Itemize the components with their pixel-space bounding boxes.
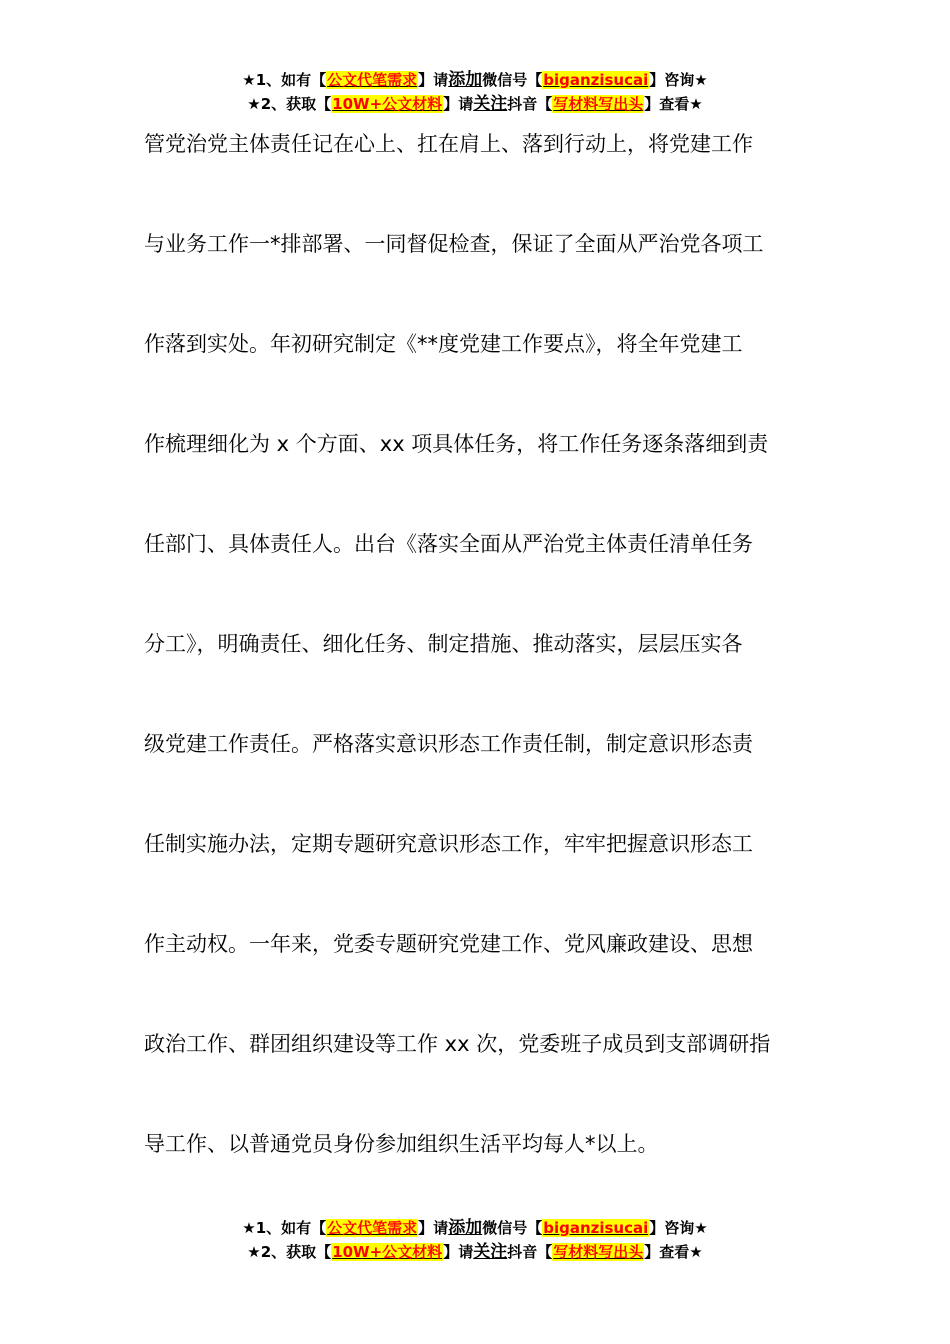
footer-line-1-prefix: ★1、如有【 xyxy=(242,1219,327,1237)
footer-emphasis-add: 添加 xyxy=(448,1218,483,1238)
header-line-2-douyin-label: 抖音【 xyxy=(507,95,553,113)
body-line: 作主动权。一年来，党委专题研究党建工作、党风廉政建设、思想 xyxy=(144,932,753,956)
footer-highlight-wechat-id: biganzisucai xyxy=(543,1219,649,1237)
header-highlight-materials: 10W+公文材料 xyxy=(332,95,443,113)
body-line: 任制实施办法，定期专题研究意识形态工作，牢牢把握意识形态工 xyxy=(144,832,753,856)
document-body xyxy=(144,121,814,1221)
body-line: 政治工作、群团组织建设等工作 xx 次，党委班子成员到支部调研指 xyxy=(144,1032,771,1056)
footer-line-2-text: 】请 xyxy=(443,1243,474,1261)
footer-line-2-prefix: ★2、获取【 xyxy=(247,1243,332,1261)
footer-highlight-materials: 10W+公文材料 xyxy=(332,1243,443,1261)
body-line: 管党治党主体责任记在心上、扛在肩上、落到行动上，将党建工作 xyxy=(144,132,753,156)
body-line: 分工》，明确责任、细化任务、制定措施、推动落实，层层压实各 xyxy=(144,632,743,656)
footer-line-2-douyin-label: 抖音【 xyxy=(507,1243,553,1261)
header-line-2 xyxy=(0,92,950,116)
footer-line-2 xyxy=(0,1240,950,1264)
header-line-1-wechat-label: 微信号【 xyxy=(482,71,543,89)
header-line-1-prefix: ★1、如有【 xyxy=(242,71,327,89)
header-line-2-suffix: 】查看★ xyxy=(644,95,703,113)
footer-emphasis-follow: 关注 xyxy=(473,1242,508,1262)
body-line: 任部门、具体责任人。出台《落实全面从严治党主体责任清单任务 xyxy=(144,532,753,556)
header-highlight-douyin-id: 写材料写出头 xyxy=(553,95,644,113)
header-line-2-text: 】请 xyxy=(443,95,474,113)
footer-highlight-douyin-id: 写材料写出头 xyxy=(553,1243,644,1261)
footer-line-1 xyxy=(0,1216,950,1240)
header-highlight-ghostwriting: 公文代笔需求 xyxy=(327,71,418,89)
header-banner xyxy=(0,68,950,116)
header-line-1 xyxy=(0,68,950,92)
body-line: 作落到实处。年初研究制定《**度党建工作要点》，将全年党建工 xyxy=(144,332,743,356)
footer-line-1-text: 】请 xyxy=(418,1219,449,1237)
header-line-1-text: 】请 xyxy=(418,71,449,89)
header-line-1-suffix: 】咨询★ xyxy=(649,71,708,89)
body-line: 级党建工作责任。严格落实意识形态工作责任制，制定意识形态责 xyxy=(144,732,753,756)
body-line: 与业务工作一*排部署、一同督促检查，保证了全面从严治党各项工 xyxy=(144,232,764,256)
body-line: 作梳理细化为 x 个方面、xx 项具体任务，将工作任务逐条落细到责 xyxy=(144,432,769,456)
header-highlight-wechat-id: biganzisucai xyxy=(543,71,649,89)
footer-line-1-suffix: 】咨询★ xyxy=(649,1219,708,1237)
footer-line-1-wechat-label: 微信号【 xyxy=(482,1219,543,1237)
footer-highlight-ghostwriting: 公文代笔需求 xyxy=(327,1219,418,1237)
footer-banner xyxy=(0,1216,950,1264)
body-line: 导工作、以普通党员身份参加组织生活平均每人*以上。 xyxy=(144,1132,659,1156)
header-line-2-prefix: ★2、获取【 xyxy=(247,95,332,113)
header-emphasis-follow: 关注 xyxy=(473,94,508,114)
header-emphasis-add: 添加 xyxy=(448,70,483,90)
footer-line-2-suffix: 】查看★ xyxy=(644,1243,703,1261)
